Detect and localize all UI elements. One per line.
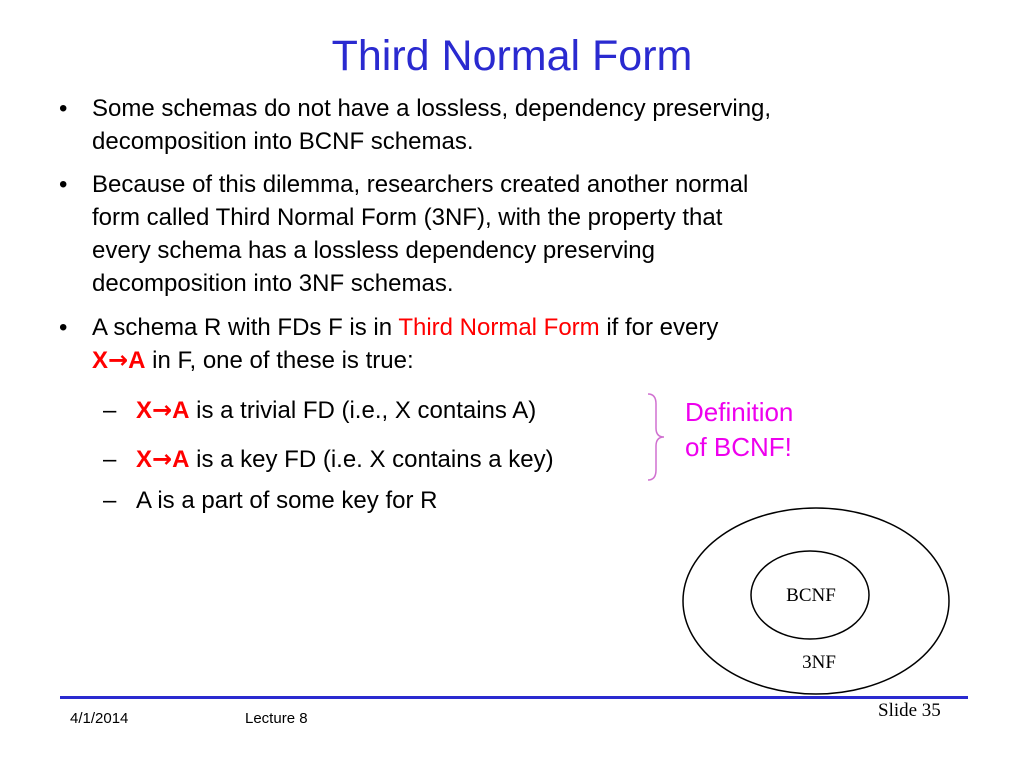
bullet-2-line-3: every schema has a lossless dependency preserving: [92, 237, 655, 264]
dash-mark: –: [103, 397, 117, 424]
bullet-2-line-2: form called Third Normal Form (3NF), with the property that: [92, 204, 723, 231]
bullet-1-line-2: decomposition into BCNF schemas.: [92, 128, 474, 155]
3nf-label: 3NF: [802, 652, 836, 673]
third-normal-form-highlight: Third Normal Form: [398, 314, 600, 341]
bullet-1-line-1: Some schemas do not have a lossless, dependency preserving,: [92, 95, 772, 122]
dash-mark: –: [103, 446, 117, 473]
bcnf-label: BCNF: [786, 585, 836, 606]
fd-arrow: →: [152, 396, 173, 424]
footer-slide-number: Slide 35: [878, 700, 941, 721]
normal-form-diagram: [680, 505, 960, 705]
fd-left: X: [136, 397, 153, 424]
bullet-3: [59, 311, 952, 377]
fd-right: A: [172, 446, 190, 473]
annotation-line-1: Definition: [685, 397, 794, 427]
bullet-3-suffix: if for every: [599, 314, 719, 341]
sub-bullet-2-text: is a key FD (i.e. X contains a key): [189, 446, 554, 473]
bullet-3-line-2: [92, 344, 952, 377]
fd-right: A: [172, 397, 190, 424]
annotation-line-2: of BCNF!: [685, 432, 792, 462]
sub-bullet-2: [103, 443, 696, 476]
fd-left: X: [92, 347, 109, 374]
sub-bullet-3-text: A is a part of some key for R: [136, 487, 438, 514]
bullet-3-line-1: [92, 311, 952, 344]
bullet-2-line-1: Because of this dilemma, researchers created another normal: [92, 171, 749, 198]
fd-arrow: →: [108, 346, 129, 374]
bullet-mark: •: [59, 314, 68, 341]
sub-bullet-1: [103, 394, 696, 427]
sub-bullet-3: [103, 484, 696, 517]
footer-date: 4/1/2014: [70, 710, 129, 727]
slide-title: Third Normal Form: [331, 32, 693, 80]
sub-bullet-1-text: is a trivial FD (i.e., X contains A): [189, 397, 537, 424]
fd-left: X: [136, 446, 153, 473]
fd-arrow: →: [152, 445, 173, 473]
bullet-1: [59, 92, 952, 158]
fd-right: A: [128, 347, 146, 374]
footer-lecture: Lecture 8: [245, 710, 308, 727]
bullet-3-line-2-rest: in F, one of these is true:: [145, 347, 414, 374]
bullet-mark: •: [59, 171, 68, 198]
footer-rule: [60, 696, 968, 699]
bcnf-annotation: [685, 395, 793, 465]
bullet-3-prefix: A schema R with FDs F is in: [92, 314, 399, 341]
brace-icon: [640, 392, 670, 482]
bullet-2: [59, 168, 952, 300]
bullet-mark: •: [59, 95, 68, 122]
bullet-2-line-4: decomposition into 3NF schemas.: [92, 270, 454, 297]
dash-mark: –: [103, 487, 117, 514]
